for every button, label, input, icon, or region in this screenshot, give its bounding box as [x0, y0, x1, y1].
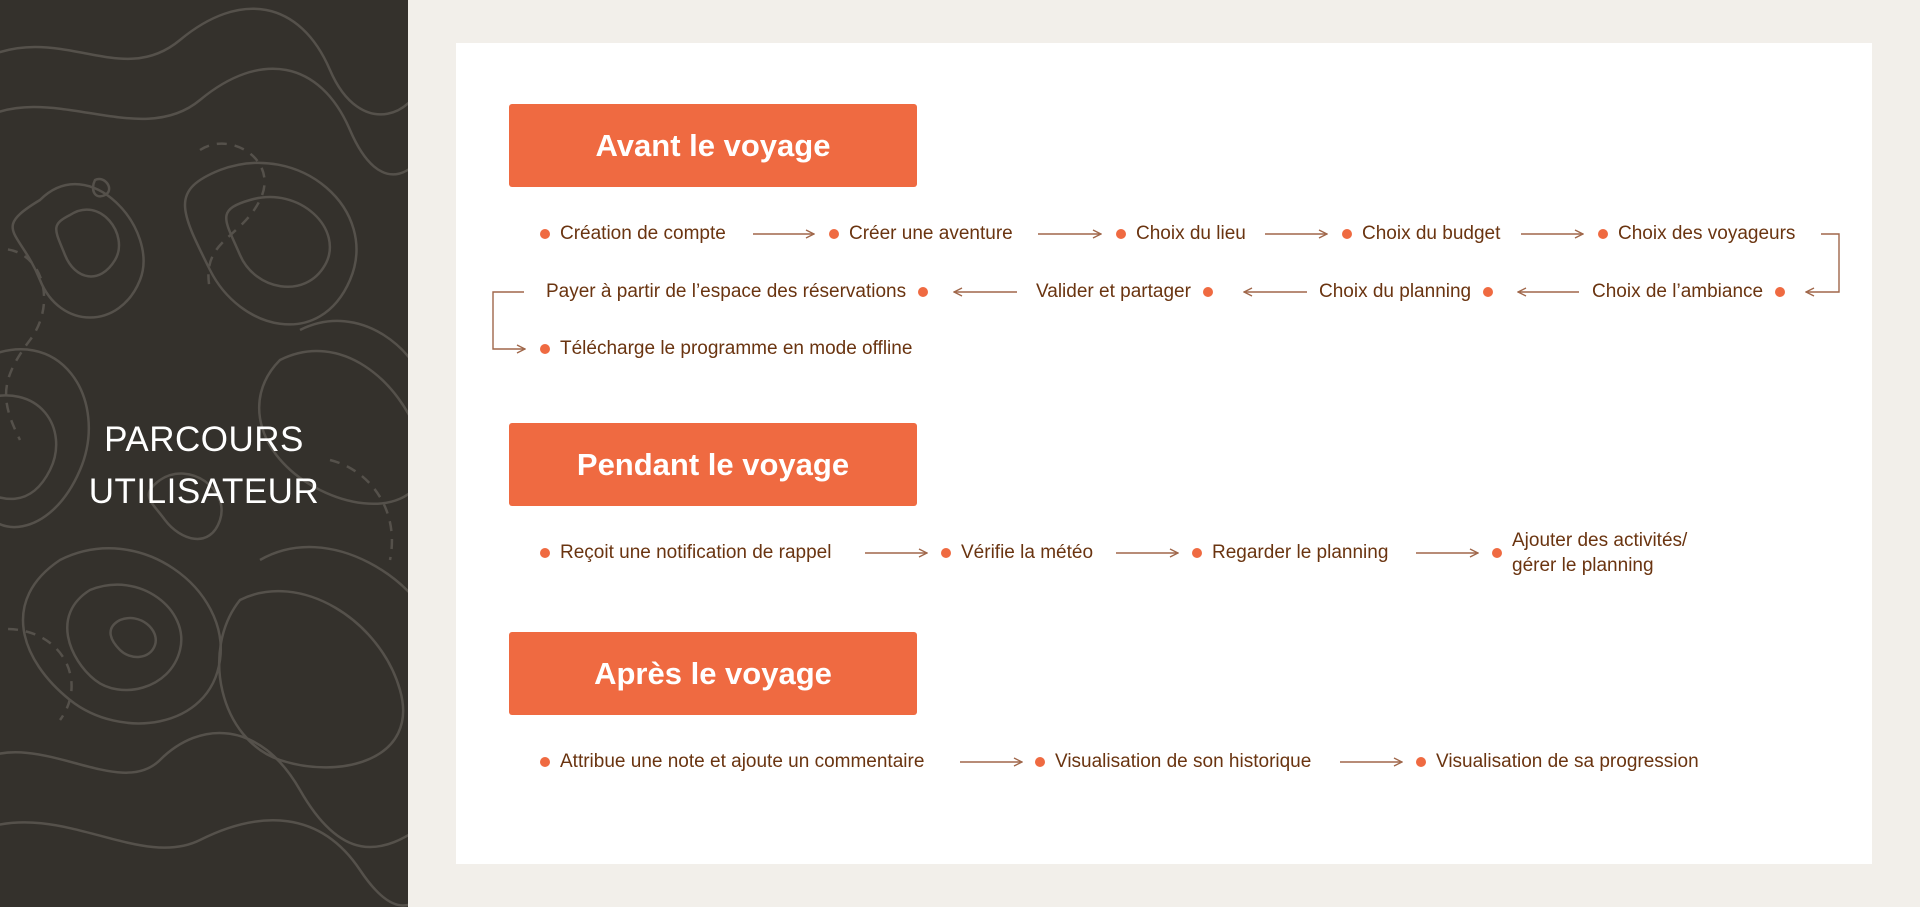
step-dot [1416, 757, 1426, 767]
step-valider-partager [1036, 279, 1213, 304]
step-dot [941, 548, 951, 558]
step-payer [546, 279, 928, 304]
section-after-title[interactable]: Après le voyage [509, 632, 917, 715]
step-label-line-2: gérer le planning [1512, 555, 1654, 576]
step-dot [1192, 548, 1202, 558]
step-telecharge [540, 336, 912, 361]
step-dot [1342, 229, 1352, 239]
step-label: Visualisation de son historique [1055, 751, 1312, 772]
step-dot [829, 229, 839, 239]
section-before-title[interactable]: Avant le voyage [509, 104, 917, 187]
step-notification [540, 540, 831, 565]
step-label: Télécharge le programme en mode offline [560, 338, 913, 359]
arrow-wrap-right [1806, 234, 1839, 292]
arrow-wrap-left [493, 292, 525, 349]
step-label-line-1: Ajouter des activités/ [1512, 530, 1688, 551]
step-meteo [941, 540, 1093, 565]
step-creation-compte [540, 221, 726, 246]
step-note-commentaire [540, 749, 924, 774]
step-label [1512, 528, 1687, 578]
step-label: Choix des voyageurs [1618, 223, 1796, 244]
step-dot [1035, 757, 1045, 767]
step-label: Visualisation de sa progression [1436, 751, 1699, 772]
journey-card [456, 43, 1872, 864]
step-regarder-planning [1192, 540, 1388, 565]
step-dot [1492, 548, 1502, 558]
step-dot [1116, 229, 1126, 239]
step-choix-budget [1342, 221, 1500, 246]
step-dot [1775, 287, 1785, 297]
step-label: Choix du planning [1319, 281, 1472, 302]
step-label: Vérifie la météo [961, 542, 1094, 563]
page-title [0, 414, 408, 518]
step-label: Choix de l’ambiance [1592, 281, 1764, 302]
step-label: Regarder le planning [1212, 542, 1389, 563]
step-historique [1035, 749, 1311, 774]
step-choix-planning [1319, 279, 1493, 304]
step-label: Reçoit une notification de rappel [560, 542, 832, 563]
step-label: Création de compte [560, 223, 726, 244]
step-label: Attribue une note et ajoute un commentaire [560, 751, 925, 772]
step-dot [1203, 287, 1213, 297]
sidebar [0, 0, 408, 907]
step-dot [918, 287, 928, 297]
step-label: Choix du budget [1362, 223, 1501, 244]
step-choix-voyageurs [1598, 221, 1795, 246]
step-dot [540, 757, 550, 767]
step-creer-aventure [829, 221, 1013, 246]
step-label: Payer à partir de l’espace des réservations [546, 281, 907, 302]
step-label: Choix du lieu [1136, 223, 1246, 244]
step-dot [1598, 229, 1608, 239]
step-dot [540, 229, 550, 239]
step-choix-lieu [1116, 221, 1246, 246]
step-ajouter-activites [1492, 528, 1687, 578]
step-dot [1483, 287, 1493, 297]
step-dot [540, 344, 550, 354]
step-choix-ambiance [1592, 279, 1785, 304]
section-during-title[interactable]: Pendant le voyage [509, 423, 917, 506]
title-line-2: UTILISATEUR [88, 472, 320, 511]
title-line-1: PARCOURS [104, 420, 304, 459]
step-dot [540, 548, 550, 558]
step-label: Créer une aventure [849, 223, 1013, 244]
step-progression [1416, 749, 1699, 774]
step-label: Valider et partager [1036, 281, 1191, 302]
